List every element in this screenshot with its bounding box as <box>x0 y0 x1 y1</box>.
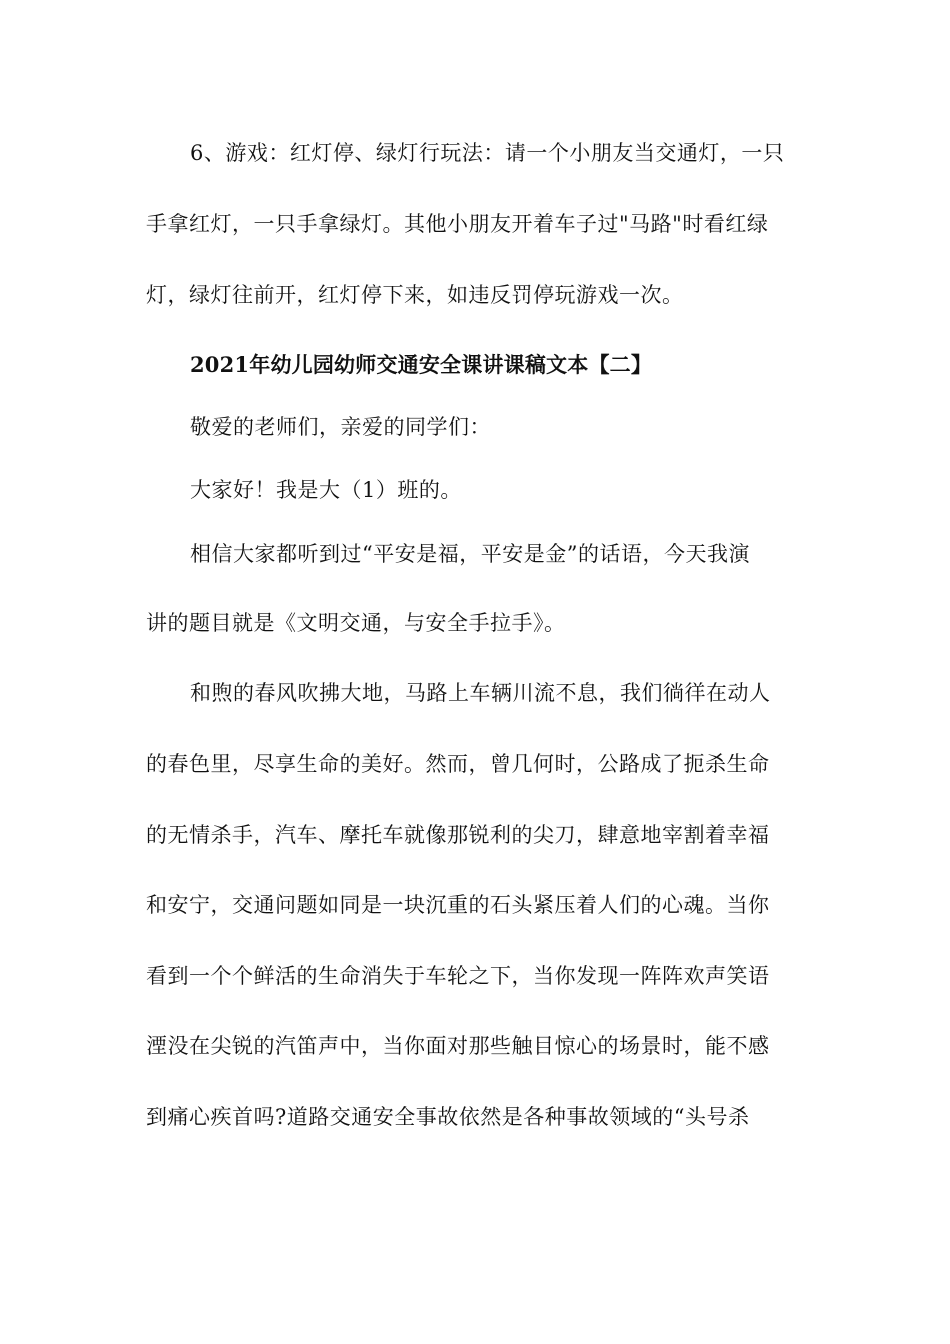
salutation: 敬爱的老师们，亲爱的同学们： <box>190 415 491 439</box>
paragraph-body-line-3: 的无情杀手，汽车、摩托车就像那锐利的尖刀，肆意地宰割着幸福 <box>146 823 770 847</box>
paragraph-intro-line-1: 相信大家都听到过“平安是福，平安是金”的话语，今天我演 <box>190 542 750 566</box>
paragraph-body-line-2: 的春色里，尽享生命的美好。然而，曾几何时，公路成了扼杀生命 <box>146 752 770 776</box>
paragraph-game-line-2: 手拿红灯，一只手拿绿灯。其他小朋友开着车子过"马路"时看红绿 <box>146 212 769 236</box>
section-heading: 2021年幼儿园幼师交通安全课讲课稿文本【二】 <box>190 352 653 377</box>
paragraph-game-line-1: 6、游戏：红灯停、绿灯行玩法：请一个小朋友当交通灯，一只 <box>190 141 785 165</box>
paragraph-body-line-1: 和煦的春风吹拂大地，马路上车辆川流不息，我们徜徉在动人 <box>190 681 771 705</box>
paragraph-body-line-5: 看到一个个鲜活的生命消失于车轮之下，当你发现一阵阵欢声笑语 <box>146 964 770 988</box>
paragraph-body-line-4: 和安宁，交通问题如同是一块沉重的石头紧压着人们的心魂。当你 <box>146 893 770 917</box>
greeting: 大家好！我是大（1）班的。 <box>190 478 462 502</box>
paragraph-body-line-7: 到痛心疾首吗?道路交通安全事故依然是各种事故领域的“头号杀 <box>146 1105 750 1129</box>
paragraph-body-line-6: 湮没在尖锐的汽笛声中，当你面对那些触目惊心的场景时，能不感 <box>146 1034 770 1058</box>
paragraph-intro-line-2: 讲的题目就是《文明交通，与安全手拉手》。 <box>146 611 566 635</box>
paragraph-game-line-3: 灯，绿灯往前开，红灯停下来，如违反罚停玩游戏一次。 <box>146 283 684 307</box>
